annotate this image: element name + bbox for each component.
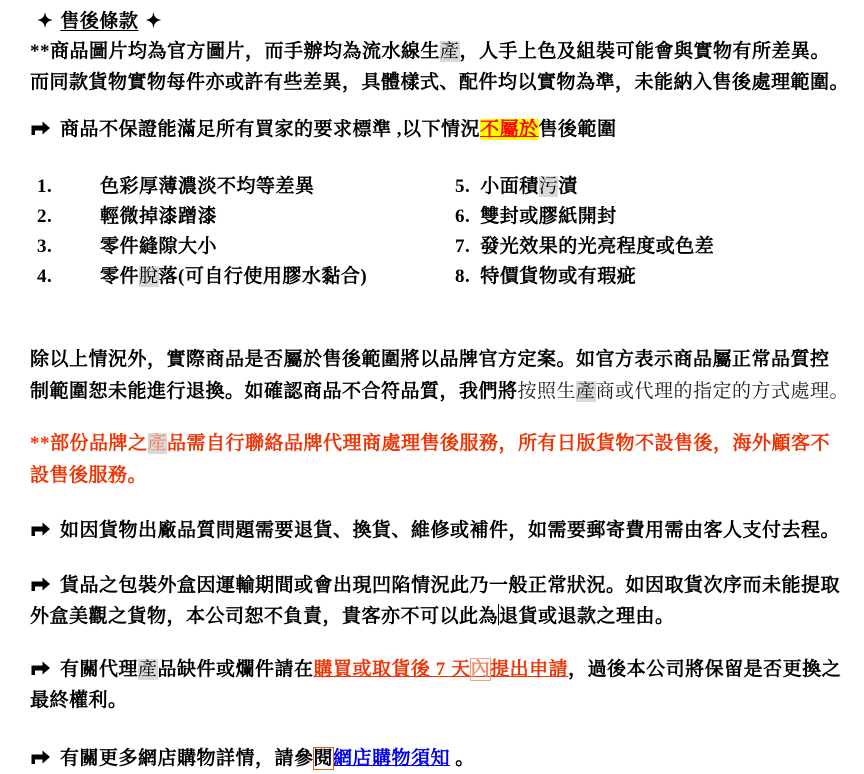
- substituted-char: 閱: [313, 748, 334, 769]
- point-return: [30, 515, 860, 546]
- list-text: 零件: [100, 266, 140, 287]
- point-defect-line-1: [30, 654, 860, 685]
- intro-text: **商品圖片均為官方圖片，而手辦均為流水線生: [30, 41, 441, 62]
- list-number: 5.: [455, 176, 471, 197]
- arrow-icon: [30, 661, 51, 676]
- document-title: [30, 8, 860, 36]
- intro-line-2: [30, 67, 860, 98]
- list-number: 1.: [37, 176, 53, 197]
- point-defect-line-2: [30, 685, 860, 716]
- star-icon: ✦: [145, 11, 162, 32]
- list-item: [30, 202, 860, 232]
- list-text: 發光效果的光亮程度或色差: [480, 236, 715, 257]
- substituted-char: 產: [576, 381, 596, 402]
- list-text: 漬: [558, 176, 578, 197]
- list-text: 小面積: [480, 176, 539, 197]
- red-note-text: 品需自行聯絡品牌代理商處理售後服務，所有日版貨物不設售後，海外顧客不: [167, 433, 831, 454]
- list-number: 6.: [455, 206, 471, 227]
- intro-line-1: [30, 36, 860, 67]
- decision-text-regular: 按照生: [517, 381, 577, 402]
- arrow-icon: [30, 121, 51, 136]
- substituted-char: 污: [538, 176, 559, 197]
- decision-paragraph: [30, 344, 860, 408]
- point-text: 有關代理: [60, 659, 139, 680]
- point-text: 退貨或退款之理由。: [499, 606, 675, 627]
- notice-text: 商品不保證能滿足所有買家的要求標準 ,以下情況: [60, 119, 481, 140]
- substituted-char: 產: [147, 433, 168, 454]
- red-note-text: **部份品牌之: [30, 433, 148, 454]
- substituted-char: 產: [440, 41, 460, 62]
- list-text: 落(可自行使用膠水黏合): [158, 266, 368, 287]
- point-text: 最終權利。: [30, 690, 128, 711]
- store-policy-link[interactable]: 網店購物須知: [333, 748, 451, 769]
- list-text: 輕微掉漆蹭漆: [100, 206, 218, 227]
- arrow-icon: [30, 577, 51, 592]
- point-defect: [30, 654, 860, 716]
- red-note-text: 設售後服務。: [30, 465, 148, 486]
- point-packaging: [30, 570, 860, 632]
- list-text: 雙封或膠紙開封: [480, 206, 617, 227]
- point-text: 有關更多網店購物詳情，請參: [60, 748, 314, 769]
- point-text: 。: [450, 748, 475, 769]
- point-text: 貨品之包裝外盒因運輸期間或會出現凹陷情況此乃一般正常狀況。如因取貨次序而未能提取: [60, 575, 841, 596]
- point-text: 如因貨物出廠品質問題需要退貨、換貨、維修或補件，如需要郵寄費用需由客人支付去程。: [60, 520, 841, 541]
- substituted-char: 內: [470, 659, 491, 680]
- decision-text-regular: 商或代理的指定的方式處理。: [595, 381, 850, 402]
- substituted-char: 脫: [139, 266, 159, 287]
- deadline-text: 提出申請: [490, 659, 569, 680]
- notice-text: 售後範圍: [538, 119, 617, 140]
- decision-text: 除以上情況外，實際商品是否屬於售後範圍將以品牌官方定案。如官方表示商品屬正常品質控: [30, 349, 830, 370]
- highlighted-phrase: 不屬於: [480, 119, 539, 140]
- decision-line-2: [30, 376, 860, 408]
- point-packaging-line-1: [30, 570, 860, 601]
- list-text: 特價貨物或有瑕疵: [480, 266, 637, 287]
- arrow-icon: [30, 522, 51, 537]
- list-number: 2.: [37, 206, 53, 227]
- intro-text: 而同款貨物實物每件亦或許有些差異，具體樣式、配件均以實物為準，未能納入售後處理範圍。: [30, 72, 850, 93]
- list-item: [30, 172, 860, 202]
- deadline-text: 購買或取貨後 7 天: [313, 659, 471, 680]
- deadline-emphasis: [314, 659, 569, 680]
- notice-line: [30, 114, 860, 145]
- intro-text: ，人手上色及組裝可能會與實物有所差異。: [459, 41, 831, 62]
- list-text: 零件縫隙大小: [100, 236, 218, 257]
- list-item: [30, 232, 860, 262]
- substituted-char: 產: [138, 659, 158, 680]
- decision-line-1: [30, 344, 860, 376]
- list-number: 3.: [37, 236, 53, 257]
- intro-paragraph: [30, 36, 860, 98]
- red-note-line-2: [30, 460, 860, 492]
- point-text: 外盒美觀之貨物，本公司恕不負責，貴客亦不可以此為: [30, 606, 499, 627]
- page-title: 售後條款: [60, 11, 139, 32]
- list-number: 8.: [455, 266, 471, 287]
- star-icon: ✦: [37, 11, 54, 32]
- decision-text: 制範圍恕未能進行退換。如確認商品不合符品質，我們將: [30, 381, 518, 402]
- arrow-icon: [30, 750, 51, 765]
- list-number: 4.: [37, 266, 53, 287]
- list-number: 7.: [455, 236, 471, 257]
- red-note-line-1: [30, 428, 860, 460]
- point-more-info: [30, 743, 860, 774]
- point-text: ，過後本公司將保留是否更換之: [568, 659, 842, 680]
- point-packaging-line-2: [30, 601, 860, 632]
- exclusion-list: [30, 172, 860, 292]
- point-text: 品缺件或爛件請在: [157, 659, 314, 680]
- red-note-paragraph: [30, 428, 860, 492]
- list-item: [30, 262, 860, 292]
- list-text: 色彩厚薄濃淡不均等差異: [100, 176, 315, 197]
